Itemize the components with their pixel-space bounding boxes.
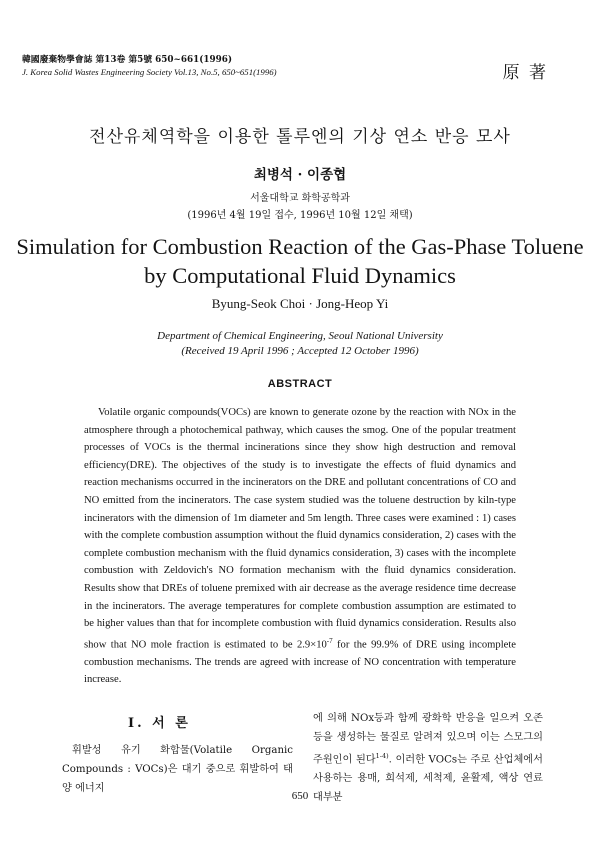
journal-citation-english: J. Korea Solid Wastes Engineering Society Vol.13, No.5, 650~651(1996): [22, 67, 277, 77]
abstract-heading: ABSTRACT: [267, 378, 333, 390]
title-english: [0, 232, 600, 290]
intro-right-text-b: . 이러한 VOCs는 주로 산업체에서 사용하는 용매, 희석제, 세척제, 윤활제, 액상 연료 대부분: [313, 754, 543, 804]
abstract-superscript: -7: [326, 636, 333, 645]
journal-citation-korean: 韓國廢棄物學會誌 第13卷 第5號 650~661(1996): [22, 55, 233, 65]
journal-info: [22, 54, 277, 78]
title-english-line-1: Simulation for Combustion Reaction of the Gas-Phase Toluene: [16, 234, 584, 259]
affiliation-english-block: [0, 329, 600, 359]
affiliation-english: Department of Chemical Engineering, Seoul National University: [157, 330, 443, 342]
article-type-tag: 原 著: [502, 63, 548, 83]
abstract-paragraph: [84, 404, 516, 689]
title-korean: 전산유체역학을 이용한 톨루엔의 기상 연소 반응 모사: [89, 127, 511, 147]
affiliation-korean: 서울대학교 화학공학과: [250, 193, 350, 204]
authors-english: Byung-Seok Choi · Jong-Heop Yi: [211, 296, 389, 311]
intro-right-text-a: 에 의해 NOx등과 함께 광화학 반응을 일으켜 오존등을 생성하는 물질로 알려져 있으며 이는 스모그의 주원인이 된다: [313, 713, 543, 766]
dates-korean: (1996년 4월 19일 접수, 1996년 10월 12일 채택): [187, 210, 413, 221]
abstract-text-part-1: Volatile organic compounds(VOCs) are known to generate ozone by the reaction with NOx in the atmosphere through a photochemical pathway, which causes the smog. One of the popular treatment processes of VOCs is the thermal incinerations since they show high destruction and removal efficiency(DRE). The objectives of the study is to investigate the effects of fluid dynamics and reaction mechanisms occurred in the incinerators on the DRE and pollutant concentrations of CO and NO emitted from the incinerators. The case system studied was the toluene destruction by kiln-type incinerators with the dimension of 1m diameter and 5m length. Three cases were examined : 1) cases with the complete combustion assumption without the fluid dynamics consideration, 2) cases with the complete combustion mechanism with the fluid dynamics consideration, 3) cases with the incomplete combustion with Zeldovich's NO formation mechanism with the fluid dynamics consideration. Results show that DREs of toluene premixed with air decrease as the average residence time decrease in the incinerators. The average temperatures for complete combustion assumption are estimated to be higher values than that for incomplete combustion with fluid dynamics consideration. Results also show that NO mole fraction is estimated to be 2.9×10: [84, 407, 516, 651]
section-heading-introduction: Ⅰ. 서 론: [128, 716, 191, 731]
abstract-body: [84, 404, 516, 689]
reference-superscript: 1-4): [375, 752, 389, 760]
authors-korean: 최병석 · 이종협: [253, 167, 347, 183]
dates-english: (Received 19 April 1996 ; Accepted 12 October 1996): [181, 345, 419, 357]
intro-left-paragraph: 휘발성 유기 화합물(Volatile Organic Compounds : VOCs)은 대기 중으로 휘발하여 태양 에너지: [62, 745, 293, 794]
title-english-line-2: by Computational Fluid Dynamics: [144, 263, 456, 288]
affiliation-korean-block: [0, 190, 600, 224]
page-number: 650: [291, 790, 309, 802]
abstract-text-part-2: for the 99.9% of DRE using incomplete combustion mechanisms. The trends are agreed with increase of NO concentration with temperature increase.: [84, 639, 516, 686]
